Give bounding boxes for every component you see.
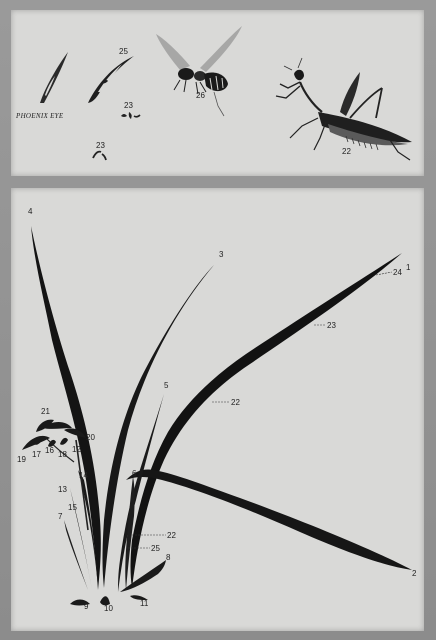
leaf-label-8: 8 — [166, 553, 171, 562]
leaf-label-3: 3 — [219, 250, 224, 259]
callout-23: 23 — [327, 321, 336, 330]
leaf-label-10: 10 — [104, 604, 113, 613]
phoenix-eye-caption: PHOENIX EYE — [16, 112, 64, 120]
leaf-label-5: 5 — [164, 381, 169, 390]
leaf-label-6: 6 — [132, 469, 137, 478]
leaf-label-19: 19 — [17, 455, 26, 464]
leaf-label-9: 9 — [84, 602, 89, 611]
orchid-leaves — [31, 226, 412, 592]
mantis-drawing — [276, 58, 412, 160]
leaf-label-21: 21 — [41, 407, 50, 416]
leaf-label-11: 11 — [140, 599, 149, 608]
wasp-drawing — [156, 26, 242, 116]
leaf-label-4: 4 — [28, 207, 33, 216]
leaf-label-7: 7 — [58, 512, 63, 521]
leaf-label-14: 14 — [79, 471, 88, 480]
phoenix-eye-stroke — [40, 52, 68, 103]
callout-24: 24 — [393, 268, 402, 277]
callout-22-lower: 22 — [167, 531, 176, 540]
eye-brush-stroke — [88, 56, 134, 103]
leaf-label-1: 1 — [406, 263, 411, 272]
leaf-label-17: 17 — [32, 450, 41, 459]
small-dot-strokes-a — [121, 112, 140, 119]
leaf-label-15: 15 — [68, 503, 77, 512]
leaf-label-13: 13 — [58, 485, 67, 494]
label-23-upper: 23 — [124, 101, 133, 110]
callout-25: 25 — [151, 544, 160, 553]
small-dot-strokes-b — [93, 152, 106, 160]
leaf-label-12: 12 — [72, 445, 81, 454]
label-25-top: 25 — [119, 47, 128, 56]
leaf-label-2: 2 — [412, 569, 417, 578]
leaf-label-18: 18 — [58, 450, 67, 459]
callout-22-upper: 22 — [231, 398, 240, 407]
leaf-label-20: 20 — [86, 433, 95, 442]
label-26: 26 — [196, 91, 205, 100]
label-23-lower: 23 — [96, 141, 105, 150]
leaf-label-16: 16 — [45, 446, 54, 455]
label-22-top: 22 — [342, 147, 351, 156]
